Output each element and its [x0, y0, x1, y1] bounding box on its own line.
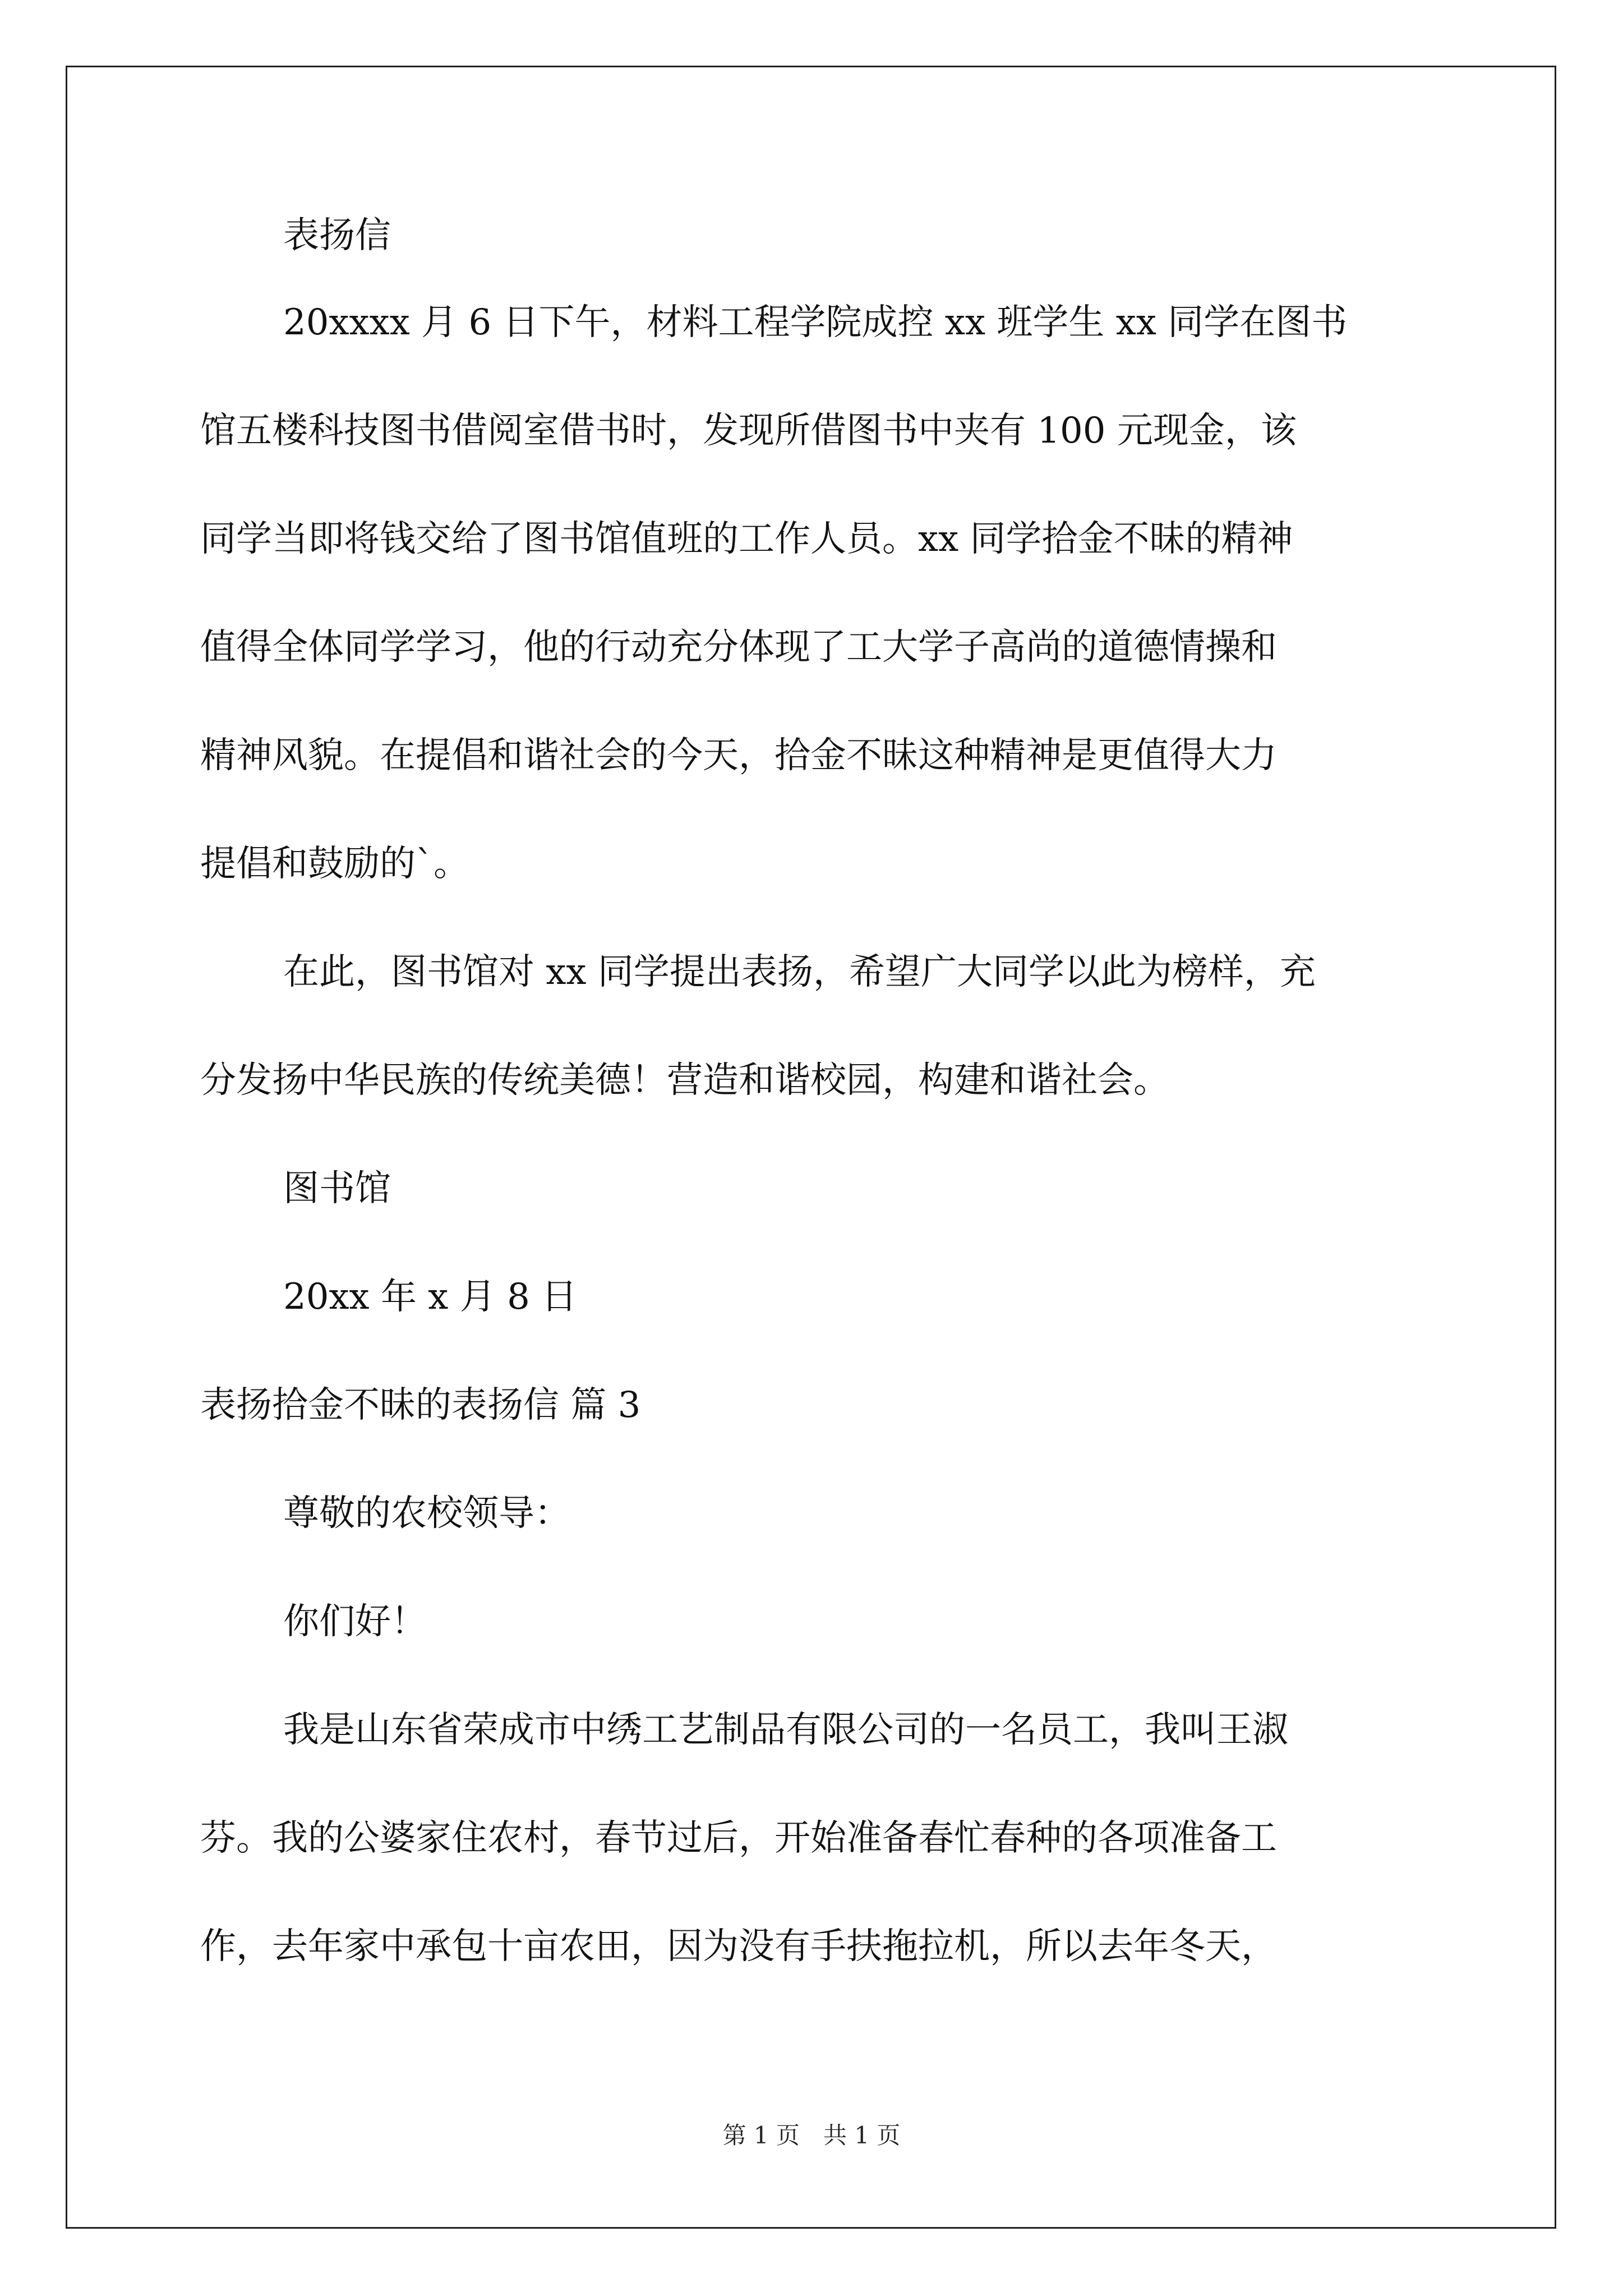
paragraph-line: 作，去年家中承包十亩农田，因为没有手扶拖拉机，所以去年冬天，	[200, 1926, 1277, 1967]
date-line: 20xx 年 x 月 8 日	[283, 1276, 578, 1318]
paragraph-line: 分发扬中华民族的传统美德！营造和谐校园，构建和谐社会。	[200, 1060, 1169, 1101]
greeting-line: 你们好！	[283, 1601, 427, 1642]
paragraph-line: 在此，图书馆对 xx 同学提出表扬，希望广大同学以此为榜样，充	[283, 951, 1316, 993]
paragraph-line: 值得全体同学学习，他的行动充分体现了工大学子高尚的道德情操和	[200, 627, 1277, 668]
letter-title: 表扬信	[283, 215, 391, 256]
page-border	[66, 66, 1556, 2229]
paragraph-line: 精神风貌。在提倡和谐社会的今天，拾金不昧这种精神是更值得大力	[200, 735, 1277, 776]
page-number-footer: 第 1 页 共 1 页	[722, 2122, 901, 2149]
paragraph-line: 馆五楼科技图书借阅室借书时，发现所借图书中夹有 100 元现金，该	[200, 410, 1297, 452]
paragraph-line: 20xxxx 月 6 日下午，材料工程学院成控 xx 班学生 xx 同学在图书	[283, 302, 1348, 343]
paragraph-line: 芬。我的公婆家住农村，春节过后，开始准备春忙春种的各项准备工	[200, 1818, 1277, 1859]
salutation-line: 尊敬的农校领导：	[283, 1493, 570, 1534]
section-heading: 表扬拾金不昧的表扬信 篇 3	[200, 1384, 641, 1426]
signature-line: 图书馆	[283, 1168, 391, 1209]
paragraph-line: 提倡和鼓励的`。	[200, 843, 469, 885]
paragraph-line: 同学当即将钱交给了图书馆值班的工作人员。xx 同学拾金不昧的精神	[200, 518, 1293, 560]
paragraph-line: 我是山东省荣成市中绣工艺制品有限公司的一名员工，我叫王淑	[283, 1709, 1288, 1751]
